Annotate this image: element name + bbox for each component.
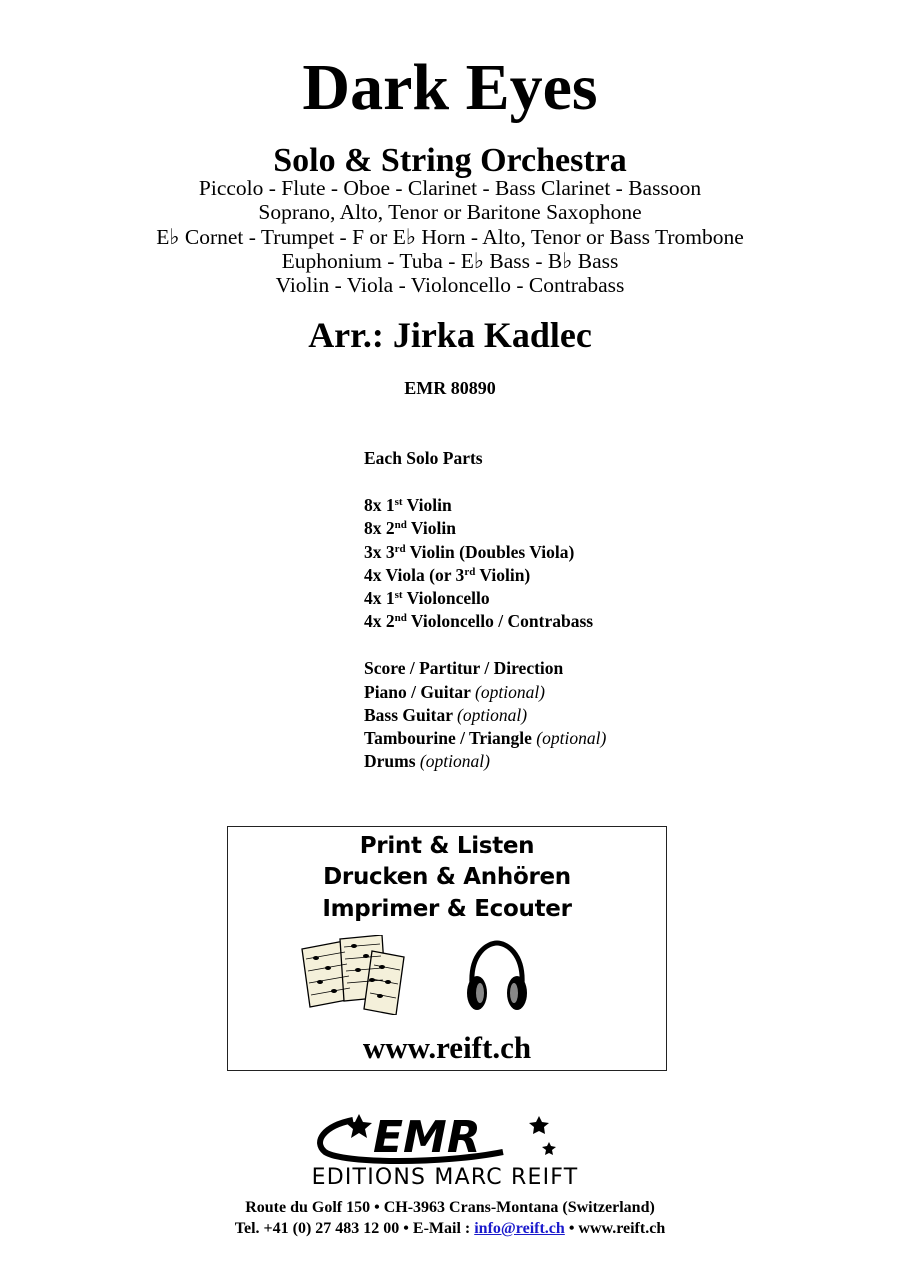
instrument-line: Soprano, Alto, Tenor or Baritone Saxophone (258, 200, 642, 225)
instrument-line: Piccolo - Flute - Oboe - Clarinet - Bass Clarinet - Bassoon (198, 176, 702, 200)
part-item: 8x 1st Violin (364, 495, 452, 516)
part-item: 8x 2nd Violin (364, 518, 456, 539)
instrument-line: Euphonium - Tuba - E♭ Bass - B♭ Bass (281, 248, 619, 273)
publisher-name: EDITIONS MARC REIFT (311, 1165, 579, 1190)
page-title: Dark Eyes (302, 51, 598, 124)
sheet-music-icon (300, 935, 412, 1015)
promo-line: Drucken & Anhören (323, 864, 571, 890)
part-item: Drums (optional) (364, 751, 490, 772)
emr-logo-icon (313, 1108, 563, 1166)
parts-heading: Each Solo Parts (364, 448, 483, 468)
promo-line: Print & Listen (359, 833, 535, 859)
headphones-icon (464, 935, 530, 1015)
instrument-line: E♭ Cornet - Trumpet - F or E♭ Horn - Alto, Tenor or Bass Trombone (156, 224, 744, 249)
email-link[interactable]: info@reift.ch (474, 1220, 565, 1237)
part-item: Bass Guitar (optional) (364, 704, 528, 725)
part-item: 3x 3rd Violin (Doubles Viola) (364, 541, 575, 562)
instrument-line: Violin - Viola - Violoncello - Contrabass (275, 273, 625, 298)
publisher-address: Route du Golf 150 • CH-3963 Crans-Montana (Switzerland) (245, 1199, 655, 1216)
print-listen-box (227, 826, 667, 1071)
part-item: Piano / Guitar (optional) (364, 681, 546, 702)
part-item: Score / Partitur / Direction (364, 658, 564, 679)
logo-text: EMR (373, 1112, 481, 1163)
catalog-number: EMR 80890 (404, 378, 496, 398)
arranger: Arr.: Jirka Kadlec (308, 315, 592, 355)
parts-list (364, 447, 606, 773)
publisher-contact: Tel. +41 (0) 27 483 12 00 • E-Mail : info@reift.ch • www.reift.ch (234, 1220, 666, 1237)
publisher-logo (255, 1108, 635, 1194)
promo-line: Imprimer & Ecouter (322, 896, 572, 922)
part-item: 4x 2nd Violoncello / Contrabass (364, 611, 594, 632)
instrument-list (0, 176, 900, 297)
part-item: 4x Viola (or 3rd Violin) (364, 564, 531, 585)
part-item: Tambourine / Triangle (optional) (364, 727, 607, 748)
subtitle: Solo & String Orchestra (273, 142, 627, 179)
part-item: 4x 1st Violoncello (364, 587, 490, 608)
website-link[interactable]: www.reift.ch (362, 1030, 532, 1065)
